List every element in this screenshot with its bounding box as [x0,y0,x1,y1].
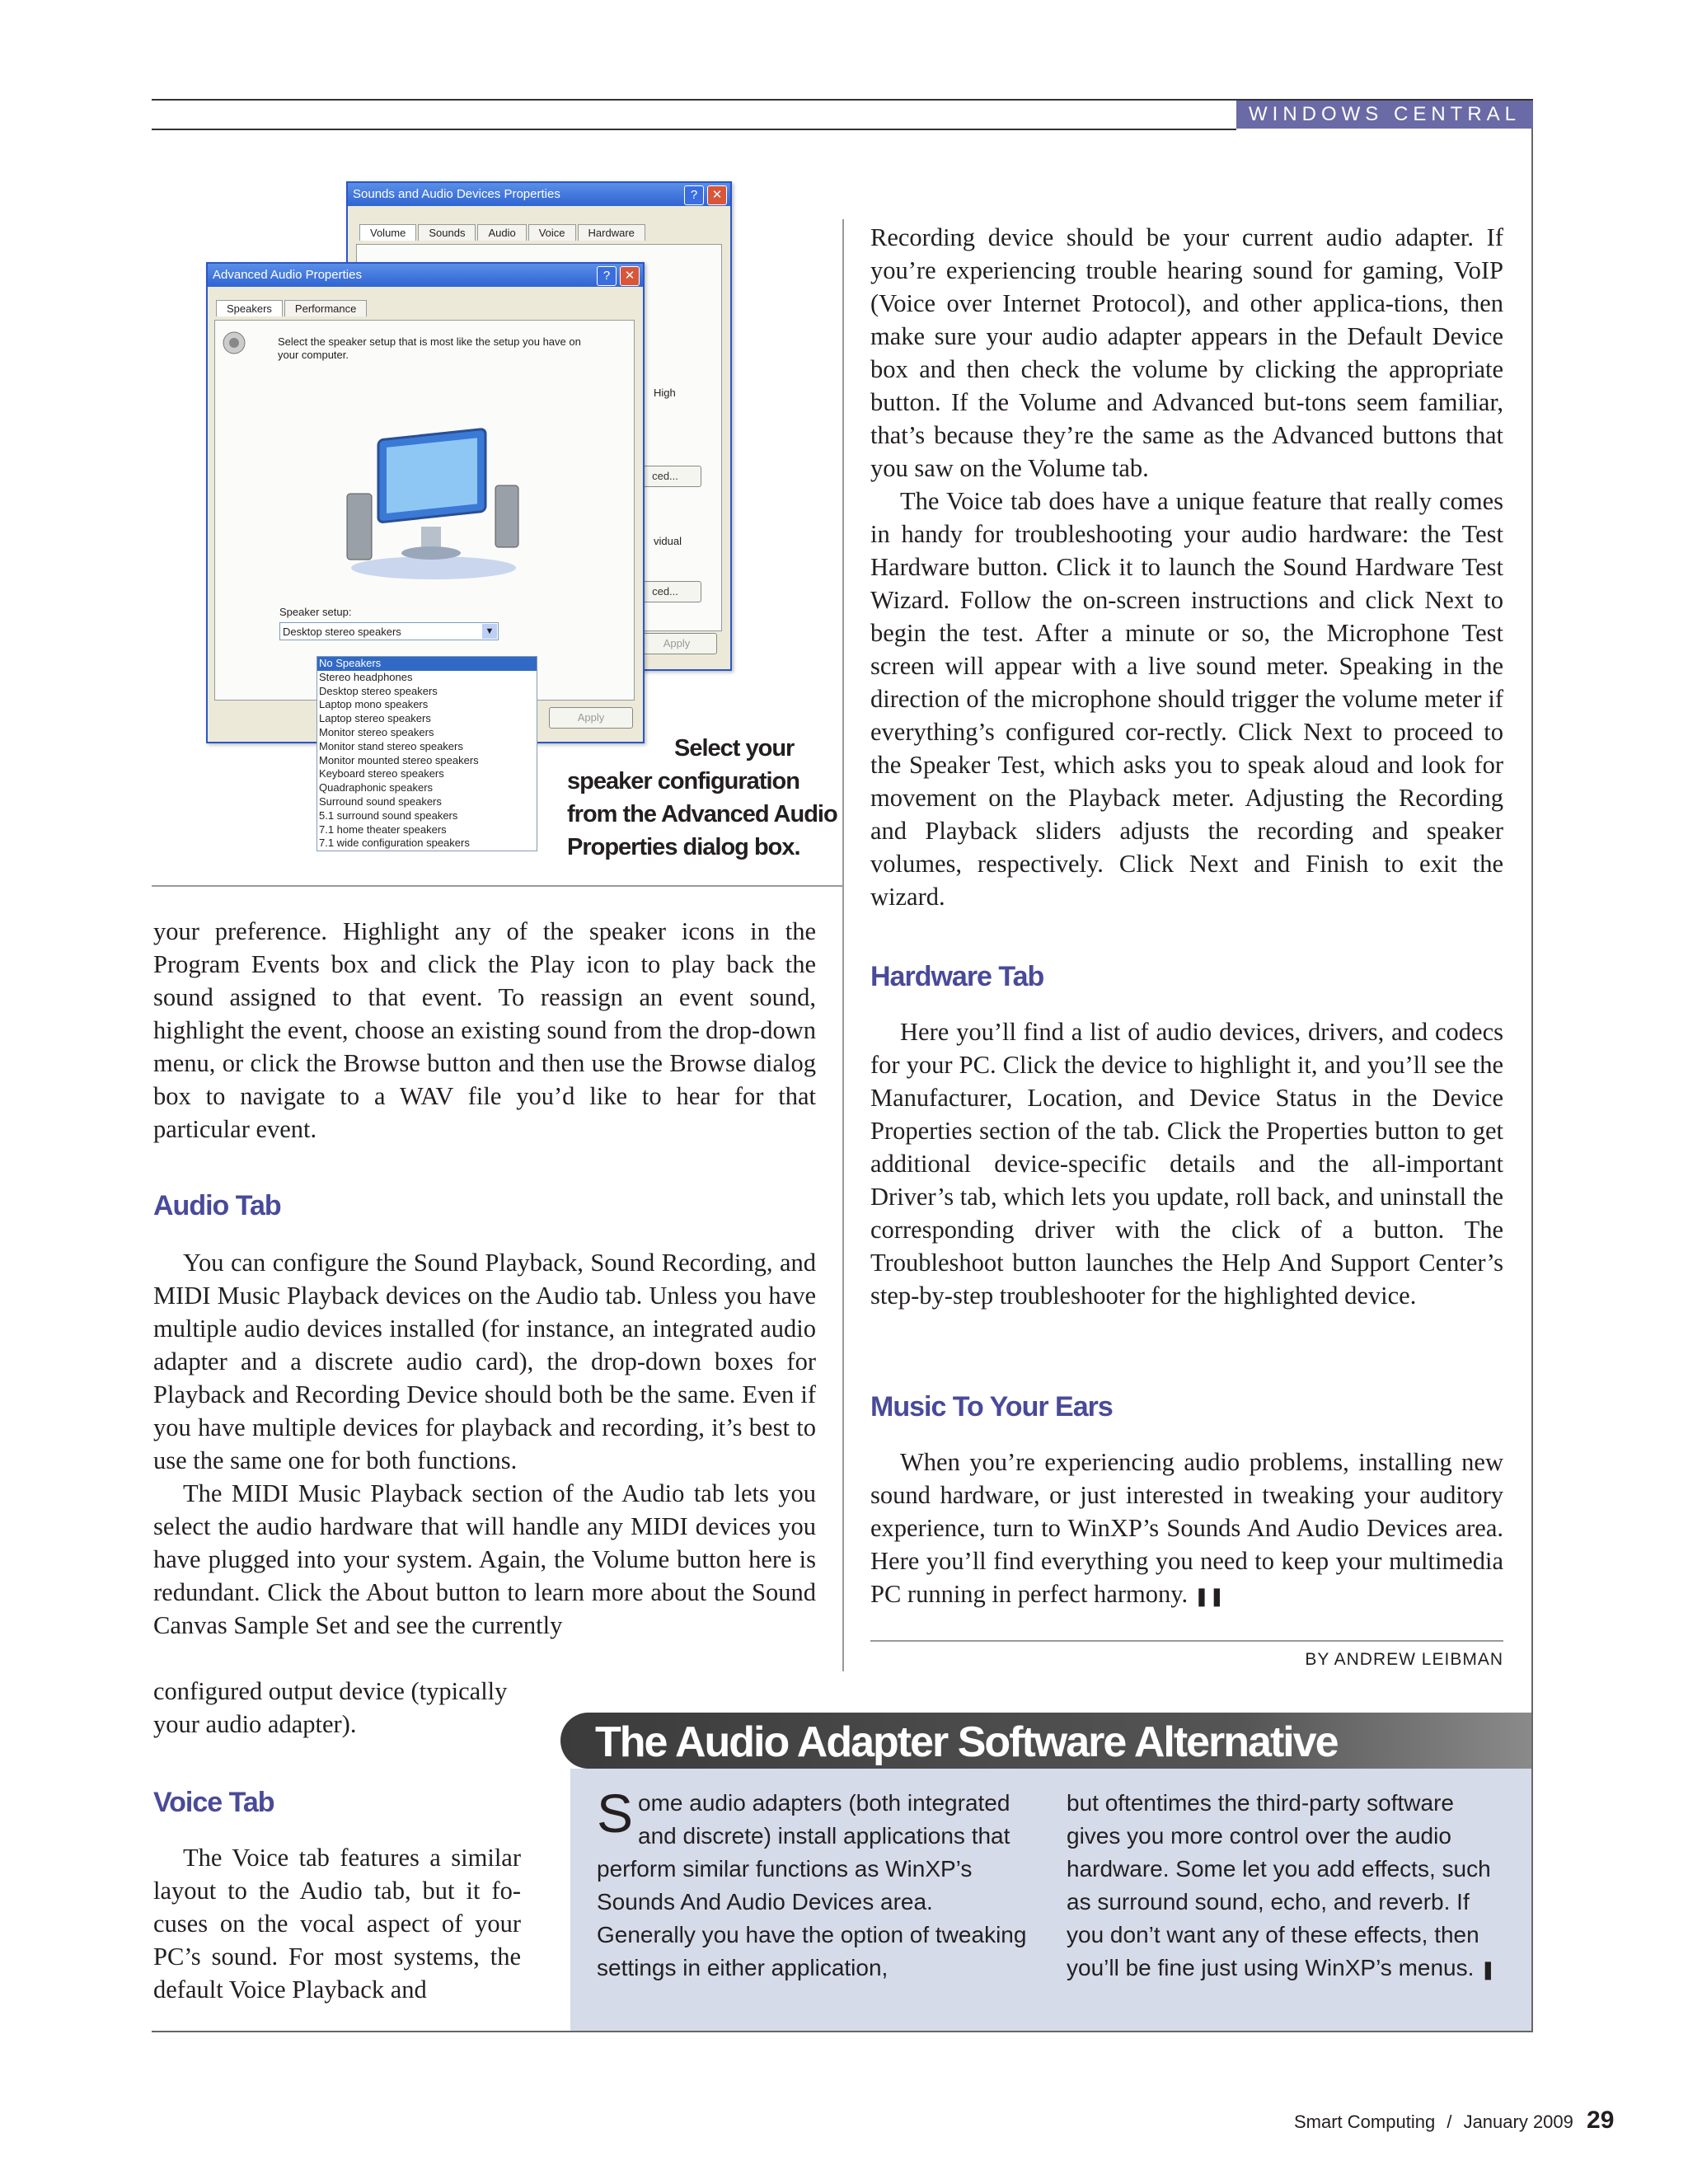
tab-volume[interactable]: Volume [359,224,416,241]
list-item[interactable]: Laptop mono speakers [319,698,429,711]
list-item[interactable]: 7.1 home theater speakers [319,823,447,836]
music-paragraph-text: When you’re experiencing audio problems, installing new sound hardware, or just interested in tweaking your auditory experience, turn to WinXP’s Sounds And Audio Devices area. Here you’ll find everything you need to keep your multimedia PC running in perfect harmony. [870,1448,1503,1608]
column-divider [842,219,844,1671]
tab-sounds[interactable]: Sounds [418,224,476,241]
drop-cap: S [597,1783,634,1844]
fragment-high: High [654,387,676,399]
list-item[interactable]: 7.1 wide configuration speakers [319,837,470,850]
speaker-setup-label: Speaker setup: [279,606,352,618]
right-margin-rule [1531,129,1533,2031]
caption-line: Properties dialog box. [567,834,800,860]
byline: BY ANDREW LEIBMAN [1305,1650,1503,1669]
help-icon[interactable]: ? [684,185,704,205]
list-item[interactable]: Keyboard stereo speakers [319,767,444,780]
audio-tab-tail [153,1675,582,1741]
hardware-tab-text [870,1015,1503,1312]
fragment-individual: vidual [654,535,682,547]
window-titlebar [208,264,643,287]
caption-line: speaker configuration [567,768,799,794]
end-mark-icon: ❚ [1480,1960,1496,1980]
tab-audio[interactable]: Audio [477,224,526,241]
chevron-down-icon[interactable]: ▼ [482,624,497,639]
body-paragraph: You can configure the Sound Playback, Sound Recording, and MIDI Music Playback devices on the Audio tab. Unless you have multiple audio devices installed (for instance, an integrated audio adapter and a discrete audio card), the drop-down boxes for Playback and Recording Device should both be the same. Even if you have multiple devices for playback and recording, it’s best to use the same one for both functions. [153,1249,816,1474]
window-titlebar [348,183,730,206]
apply-button-back[interactable]: Apply [636,633,717,654]
close-icon[interactable]: ✕ [620,266,640,286]
body-paragraph: Recording device should be your current audio adapter. If you’re experiencing trouble hearing sound for gaming, VoIP (Voice over Internet Protocol), and other applica-tions, then make sure your audio adapter appears in the Default Device box and then check the volume by clicking the appropriate button. If the Volume and Advanced but-tons seem familiar, that’s because they’re the same as the Advanced buttons that you saw on the Volume tab. [870,223,1503,482]
voice-tab-heading: Voice Tab [153,1787,274,1818]
tab-speakers[interactable]: Speakers [216,300,283,316]
caption-line: from the Advanced Audio [567,801,837,827]
sidebar-bottom-rule [152,2031,1533,2032]
page-number: 29 [1587,2107,1615,2134]
body-paragraph: The Voice tab features a similar layout to the Audio tab, but it fo-cuses on the vocal aspect of your PC’s sound. For most systems, the default Voice Playback and [153,1844,521,2004]
body-paragraph: The MIDI Music Playback section of the Audio tab lets you select the audio hardware that will handle any MIDI devices you have plugged into your system. Again, the Volume button here is redundant. Click the About button to learn more about the Sound Canvas Sample Set and see the currently [153,1479,816,1639]
sidebar-text-2: but oftentimes the third-party software gives you more control over the audio hardware. Some let you add effects, such as surround sound, echo, and reverb. If you don’t want any of these effects, then you’ll be fine just using WinXP’s menus. [1067,1790,1491,1980]
end-mark-icon: ❚❚ [1193,1586,1225,1607]
list-item[interactable]: 5.1 surround sound speakers [319,808,458,822]
list-item[interactable]: Monitor stand stereo speakers [319,739,463,752]
left-column [153,915,816,1146]
speaker-setup-options-list[interactable] [316,656,537,851]
list-item[interactable]: Desktop stereo speakers [319,684,438,697]
voice-tab-text [153,1841,521,2006]
figure-caption [567,732,847,864]
desktop-speakers-illustration [339,419,528,584]
tab-hardware[interactable]: Hardware [578,224,645,241]
audio-tab-text [153,1246,816,1642]
instruction-text: Select the speaker setup that is most like the setup you have on your computer. [278,335,581,361]
right-column [870,221,1503,913]
help-icon[interactable]: ? [597,266,617,286]
hardware-tab-heading: Hardware Tab [870,961,1044,992]
tab-strip [216,300,368,316]
list-item[interactable]: Stereo headphones [319,670,413,683]
header-bottom-rule [152,129,1236,130]
advanced-button-2[interactable]: ced... [629,581,701,602]
advanced-button-1[interactable]: ced... [629,466,701,487]
list-item[interactable]: Surround sound speakers [319,794,442,808]
speakers-panel [214,320,635,701]
music-heading: Music To Your Ears [870,1391,1113,1422]
sidebar-text-1: ome audio adapters (both integrated and discrete) install applications that perform similar functions as WinXP’s Sounds And Audio Devices area. Generally you have the option of tweaking settings in either application, [597,1790,1027,1980]
tab-strip [359,224,647,241]
window-title: Advanced Audio Properties [213,268,362,282]
tab-voice[interactable]: Voice [528,224,576,241]
body-paragraph: The Voice tab does have a unique feature that really comes in handy for troubleshooting your audio hardware: the Test Hardware button. Click it to launch the Sound Hardware Test Wizard. Follow the on-screen instructions and click Next to begin the test. After a minute or so, the Microphone Test screen will appear with a live sound meter. Speaking in the direction of the microphone should trigger the volume meter if everything’s configured cor-rectly. Click Next to proceed to the Speaker Test, which asks you to speak aloud and look for movement on the Playback meter. Adjusting the Recording and Playback sliders adjusts the recording and speaker volumes, respectively. Click Next and Finish to exit the wizard. [870,487,1503,911]
list-item[interactable]: Monitor stereo speakers [319,725,434,738]
issue-date: January 2009 [1463,2111,1573,2132]
list-item[interactable]: No Speakers [317,657,537,671]
sidebar-title: The Audio Adapter Software Alternative [595,1718,1338,1766]
section-header: WINDOWS CENTRAL [1236,101,1533,129]
body-line: your audio adapter). [153,1710,357,1738]
body-paragraph [870,1446,1503,1614]
audio-tab-heading: Audio Tab [153,1190,281,1221]
dropdown-selected-value: Desktop stereo speakers [283,626,401,638]
list-item[interactable]: Quadraphonic speakers [319,781,434,794]
speaker-setup-dropdown[interactable] [279,622,499,640]
tab-performance[interactable]: Performance [284,300,367,316]
caption-line: Select your [674,735,795,762]
body-paragraph: your preference. Highlight any of the speaker icons in the Program Events box and click the Play icon to play back the sound assigned to that event. To reassign an event sound, highlight the event, choose an existing sound from the drop-down menu, or click the Browse button and then use the Browse dialog box to navigate to a WAV file you’d like to hear for that particular event. [153,917,816,1143]
window-title: Sounds and Audio Devices Properties [353,187,560,201]
body-paragraph: Here you’ll find a list of audio devices, drivers, and codecs for your PC. Click the device to highlight it, and you’ll see the Manufacturer, Location, and Device Status in the Device Properties section of the tab. Click the Properties button to get additional device-specific details and the all-important Driver’s tab, which lets you update, roll back, and uninstall the corresponding driver with the click of a button. The Troubleshoot button launches the Help And Support Center’s step-by-step troubleshooter for the highlighted device. [870,1018,1503,1310]
close-icon[interactable]: ✕ [707,185,727,205]
footer-separator: / [1447,2111,1452,2132]
list-item[interactable]: Laptop stereo speakers [319,712,431,725]
sidebar-column-2 [1067,1787,1512,1987]
music-text [870,1446,1503,1614]
apply-button[interactable]: Apply [549,707,633,729]
byline-rule [870,1640,1503,1642]
speaker-icon [222,330,246,355]
sidebar-box [570,1769,1531,2031]
sidebar-title-bar [560,1713,1531,1769]
body-line: configured output device (typically [153,1677,508,1705]
sidebar-column-1 [597,1783,1034,1985]
publication-name: Smart Computing [1294,2111,1436,2132]
list-item[interactable]: Monitor mounted stereo speakers [319,753,479,766]
page-footer [1294,2107,1614,2135]
figure-bottom-rule [152,885,844,887]
